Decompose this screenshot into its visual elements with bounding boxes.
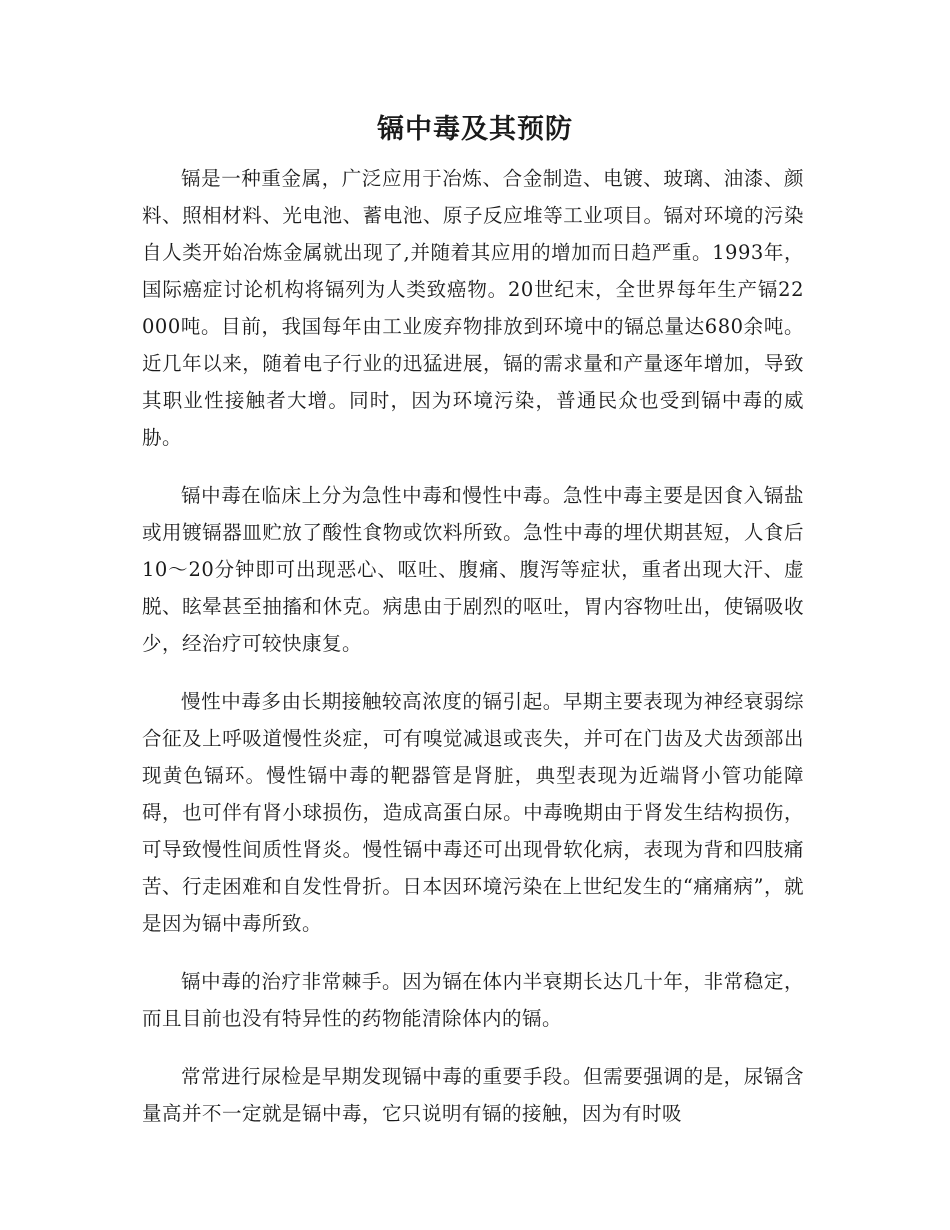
paragraph-urine-test: 常常进行尿检是早期发现镉中毒的重要手段。但需要强调的是，尿镉含量高并不一定就是镉中毒，它只说明有镉的接触，因为有时吸 bbox=[142, 1065, 804, 1125]
paragraph-acute-poisoning: 镉中毒在临床上分为急性中毒和慢性中毒。急性中毒主要是因食入镉盐或用镀镉器皿贮放了酸性食物或饮料所致。急性中毒的埋伏期甚短，人食后10～20分钟即可出现恶心、呕吐、腹痛、腹泻等症状，重者出现大汗、虚脱、眩晕甚至抽搐和休克。病患由于剧烈的呕吐，胃内容物吐出，使镉吸收少，经治疗可较快康复。 bbox=[142, 484, 804, 655]
paragraph-intro: 镉是一种重金属，广泛应用于冶炼、合金制造、电镀、玻璃、油漆、颜料、照相材料、光电池、蓄电池、原子反应堆等工业项目。镉对环境的污染自人类开始冶炼金属就出现了,并随着其应用的增加而日趋严重。1993年，国际癌症讨论机构将镉列为人类致癌物。20世纪末，全世界每年生产镉22000吨。目前，我国每年由工业废弃物排放到环境中的镉总量达680余吨。近几年以来，随着电子行业的迅猛进展，镉的需求量和产量逐年增加，导致其职业性接触者大增。同时，因为环境污染，普通民众也受到镉中毒的威胁。 bbox=[142, 167, 804, 449]
document-title: 镉中毒及其预防 bbox=[377, 114, 573, 145]
document-body bbox=[142, 160, 804, 1153]
paragraph-chronic-poisoning: 慢性中毒多由长期接触较高浓度的镉引起。早期主要表现为神经衰弱综合征及上呼吸道慢性炎症，可有嗅觉减退或丧失，并可在门齿及犬齿颈部出现黄色镉环。慢性镉中毒的靶器管是肾脏，典型表现为近端肾小管功能障碍，也可伴有肾小球损伤，造成高蛋白尿。中毒晚期由于肾发生结构损伤，可导致慢性间质性肾炎。慢性镉中毒还可出现骨软化病，表现为背和四肢痛苦、行走困难和自发性骨折。日本因环境污染在上世纪发生的“痛痛病”，就是因为镉中毒所致。 bbox=[142, 690, 804, 935]
paragraph-treatment: 镉中毒的治疗非常棘手。因为镉在体内半衰期长达几十年，非常稳定，而且目前也没有特异性的药物能清除体内的镉。 bbox=[142, 970, 804, 1030]
